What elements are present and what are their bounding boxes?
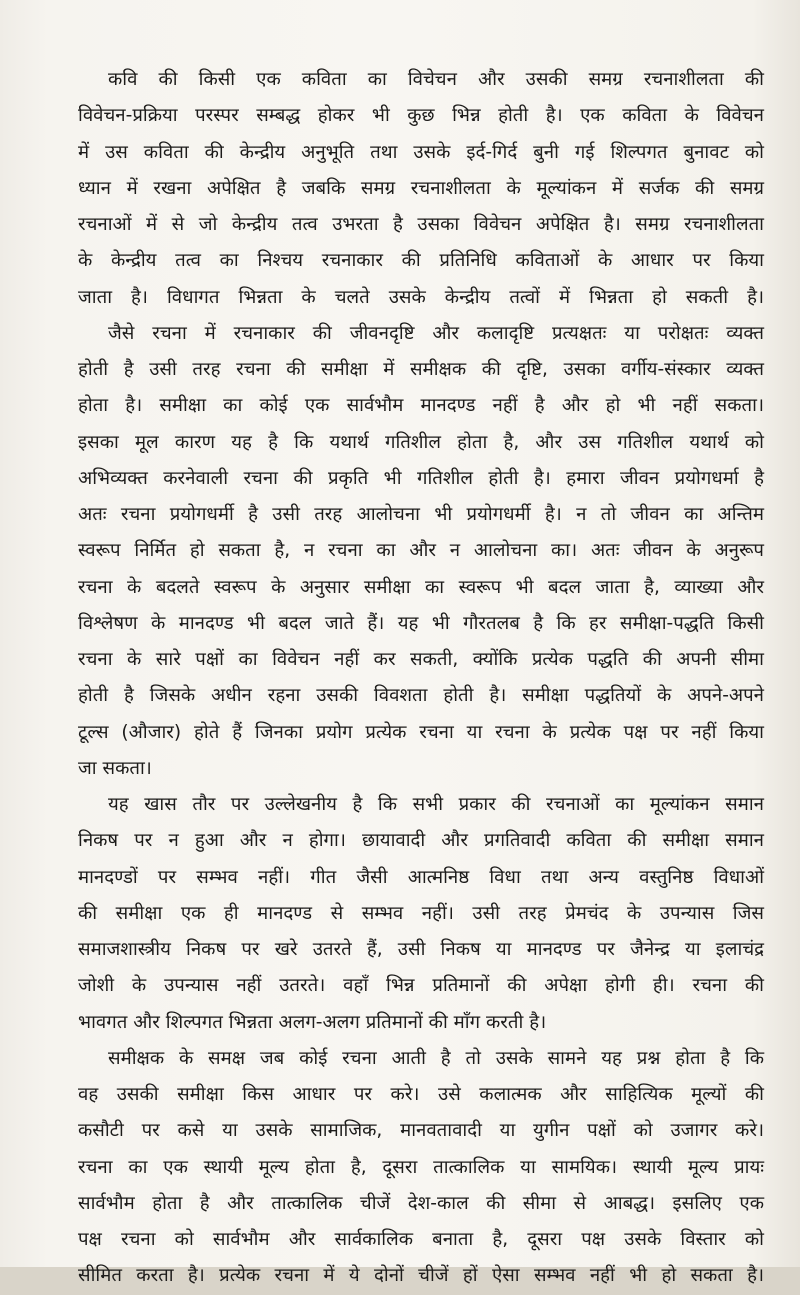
text-line: कवि की किसी एक कविता का विचेचन और उसकी समग्र रचनाशीलता की — [108, 69, 764, 90]
paragraph — [78, 316, 764, 787]
text-line: वह उसकी समीक्षा किस आधार पर करे। उसे कलात्मक और साहित्यिक मूल्यों की — [78, 1084, 764, 1105]
text-line: सीमित करता है। प्रत्येक रचना में ये दोनों चीजें हों ऐसा सम्भव नहीं भी हो सकता है। — [78, 1265, 764, 1287]
text-line: स्वरूप निर्मित हो सकता है, न रचना का और न आलोचना का। अतः जीवन के अनुरूप — [78, 540, 764, 562]
paragraph — [78, 62, 764, 316]
text-line: यह खास तौर पर उल्लेखनीय है कि सभी प्रकार की रचनाओं का मूल्यांकन समान — [108, 794, 764, 815]
text-line: टूल्स (औजार) होते हैं जिनका प्रयोग प्रत्येक रचना या रचना के प्रत्येक पक्ष पर नहीं किया — [78, 721, 764, 743]
text-line: समाजशास्त्रीय निकष पर खरे उतरते हैं, उसी निकष या मानदण्ड पर जैनेन्द्र या इलाचंद्र — [78, 939, 764, 960]
text-line: पक्ष रचना को सार्वभौम और सार्वकालिक बनाता है, दूसरा पक्ष उसके विस्तार को — [78, 1229, 764, 1250]
text-line: अतः रचना प्रयोगधर्मी है उसी तरह आलोचना भी प्रयोगधर्मी है। न तो जीवन का अन्तिम — [78, 504, 764, 525]
text-line: रचना के सारे पक्षों का विवेचन नहीं कर सकती, क्योंकि प्रत्येक पद्धति की अपनी सीमा — [78, 649, 764, 670]
text-line: ध्यान में रखना अपेक्षित है जबकि समग्र रचनाशीलता के मूल्यांकन में सर्जक की समग्र — [78, 177, 764, 199]
text-line: विवेचन-प्रक्रिया परस्पर सम्बद्ध होकर भी कुछ भिन्न होती है। एक कविता के विवेचन — [78, 105, 764, 127]
text-line: में उस कविता की केन्द्रीय अनुभूति तथा उसके इर्द-गिर्द बुनी गई शिल्पगत बुनावट को — [78, 141, 764, 163]
text-line: विश्लेषण के मानदण्ड भी बदल जाते हैं। यह भी गौरतलब है कि हर समीक्षा-पद्धति किसी — [78, 612, 764, 634]
text-line: निकष पर न हुआ और न होगा। छायावादी और प्रगतिवादी कविता की समीक्षा समान — [78, 830, 764, 852]
text-line: होता है। समीक्षा का कोई एक सार्वभौम मानदण्ड नहीं है और हो भी नहीं सकता। — [78, 395, 764, 417]
paragraph — [78, 787, 764, 1041]
text-line: रचना का एक स्थायी मूल्य होता है, दूसरा तात्कालिक या सामयिक। स्थायी मूल्य प्रायः — [78, 1156, 764, 1178]
text-line: की समीक्षा एक ही मानदण्ड से सम्भव नहीं। उसी तरह प्रेमचंद के उपन्यास जिस — [78, 902, 764, 924]
text-line: इसका मूल कारण यह है कि यथार्थ गतिशील होता है, और उस गतिशील यथार्थ को — [78, 431, 764, 453]
text-line: समीक्षक के समक्ष जब कोई रचना आती है तो उसके सामने यह प्रश्न होता है कि — [108, 1047, 764, 1069]
text-line: भावगत और शिल्पगत भिन्नता अलग-अलग प्रतिमानों की माँग करती है। — [78, 1011, 547, 1033]
text-line: अभिव्यक्त करनेवाली रचना की प्रकृति भी गतिशील होती है। हमारा जीवन प्रयोगधर्मा है — [78, 467, 764, 489]
text-line: जाता है। विधागत भिन्नता के चलते उसके केन्द्रीय तत्वों में भिन्नता हो सकती है। — [78, 286, 764, 308]
text-line: रचनाओं में से जो केन्द्रीय तत्व उभरता है उसका विवेचन अपेक्षित है। समग्र रचनाशीलता — [78, 214, 764, 235]
text-line: के केन्द्रीय तत्व का निश्चय रचनाकार की प्रतिनिधि कविताओं के आधार पर किया — [78, 250, 764, 272]
text-line: होती है जिसके अधीन रहना उसकी विवशता होती है। समीक्षा पद्धतियों के अपने-अपने — [78, 685, 764, 707]
text-line: कसौटी पर कसे या उसके सामाजिक, मानवतावादी या युगीन पक्षों को उजागर करे। — [78, 1120, 764, 1142]
text-line: मानदण्डों पर सम्भव नहीं। गीत जैसी आत्मनिष्ठ विधा तथा अन्य वस्तुनिष्ठ विधाओं — [78, 866, 764, 888]
body-text — [78, 62, 764, 1295]
paragraph — [78, 1041, 764, 1295]
text-line: रचना के बदलते स्वरूप के अनुसार समीक्षा का स्वरूप भी बदल जाता है, व्याख्या और — [78, 576, 764, 598]
text-line: होती है उसी तरह रचना की समीक्षा में समीक्षक की दृष्टि, उसका वर्गीय-संस्कार व्यक्त — [78, 359, 764, 380]
text-line: जोशी के उपन्यास नहीं उतरते। वहाँ भिन्न प्रतिमानों की अपेक्षा होगी ही। रचना की — [78, 975, 764, 997]
text-line: जैसे रचना में रचनाकार की जीवनदृष्टि और कलादृष्टि प्रत्यक्षतः या परोक्षतः व्यक्त — [108, 322, 764, 344]
text-line: जा सकता। — [78, 757, 152, 779]
text-line: सार्वभौम होता है और तात्कालिक चीजें देश-काल की सीमा से आबद्ध। इसलिए एक — [78, 1192, 764, 1214]
